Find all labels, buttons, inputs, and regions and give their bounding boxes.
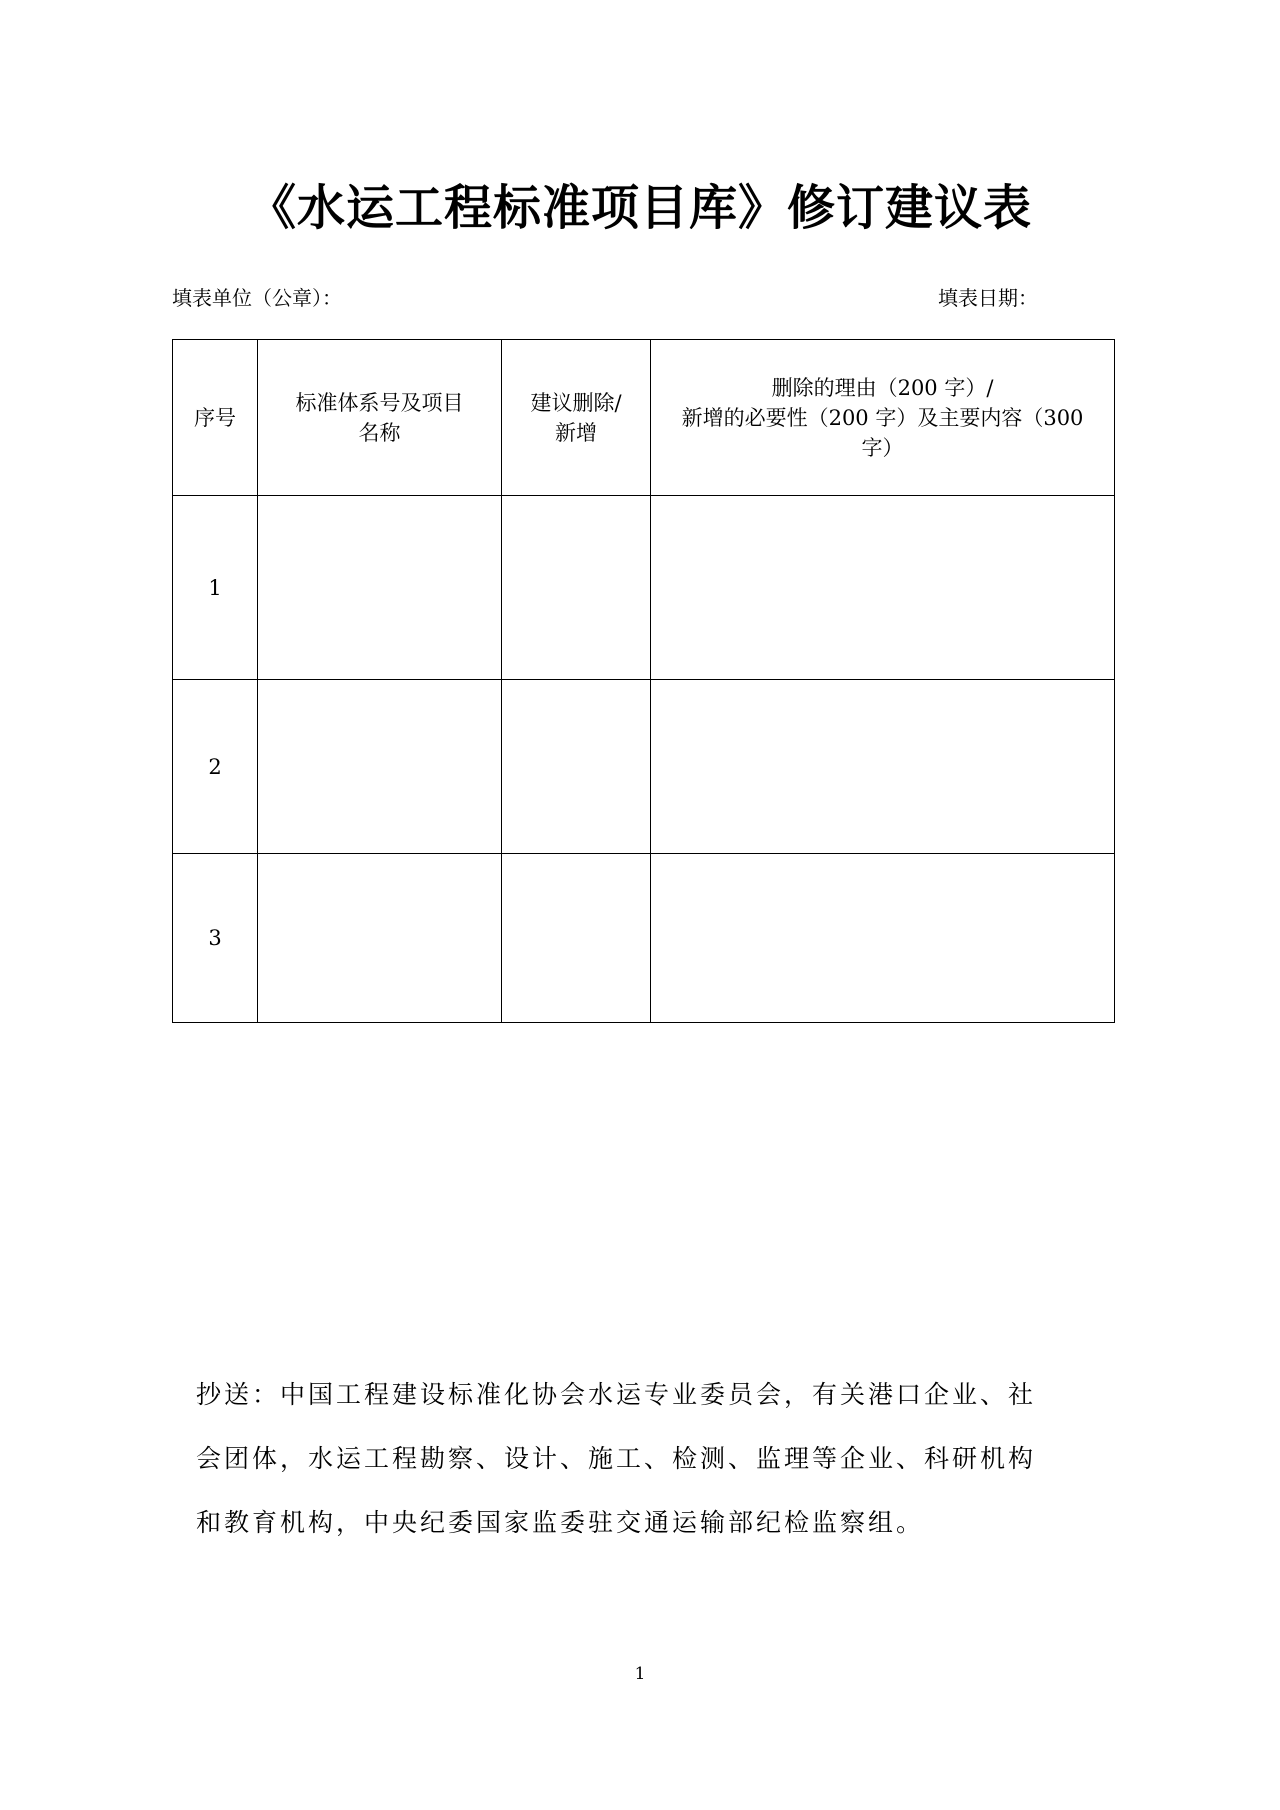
page-number: 1	[634, 1664, 646, 1684]
project-name-cell	[258, 854, 502, 1023]
table-row	[173, 680, 1115, 854]
table-row	[173, 854, 1115, 1023]
project-name-cell	[258, 496, 502, 680]
reason-cell	[651, 496, 1115, 680]
header-project-name: 标准体系号及项目 名称	[258, 340, 502, 496]
row-index-cell: 3	[173, 854, 258, 1023]
row-index-cell: 2	[173, 680, 258, 854]
cc-line: 抄送：中国工程建设标准化协会水运专业委员会，有关港口企业、社	[196, 1380, 1037, 1409]
row-index-cell: 1	[173, 496, 258, 680]
cc-line: 和教育机构，中央纪委国家监委驻交通运输部纪检监察组。	[196, 1508, 925, 1537]
cc-distribution-note	[196, 1363, 1096, 1555]
reason-cell	[651, 680, 1115, 854]
reason-cell	[651, 854, 1115, 1023]
action-cell	[502, 854, 651, 1023]
header-index: 序号	[173, 340, 258, 496]
project-name-cell	[258, 680, 502, 854]
header-reason: 删除的理由（200 字）/ 新增的必要性（200 字）及主要内容（300 字）	[651, 340, 1115, 496]
table-row	[173, 496, 1115, 680]
table-header-row	[173, 340, 1115, 496]
action-cell	[502, 680, 651, 854]
cc-line: 会团体，水运工程勘察、设计、施工、检测、监理等企业、科研机构	[196, 1444, 1037, 1473]
document-title: 《水运工程标准项目库》修订建议表	[247, 180, 1032, 236]
fill-unit-label: 填表单位（公章）：	[172, 286, 342, 310]
fill-date-label: 填表日期：	[938, 286, 1038, 310]
revision-suggestion-table	[172, 339, 1115, 1023]
header-action: 建议删除/ 新增	[502, 340, 651, 496]
action-cell	[502, 496, 651, 680]
